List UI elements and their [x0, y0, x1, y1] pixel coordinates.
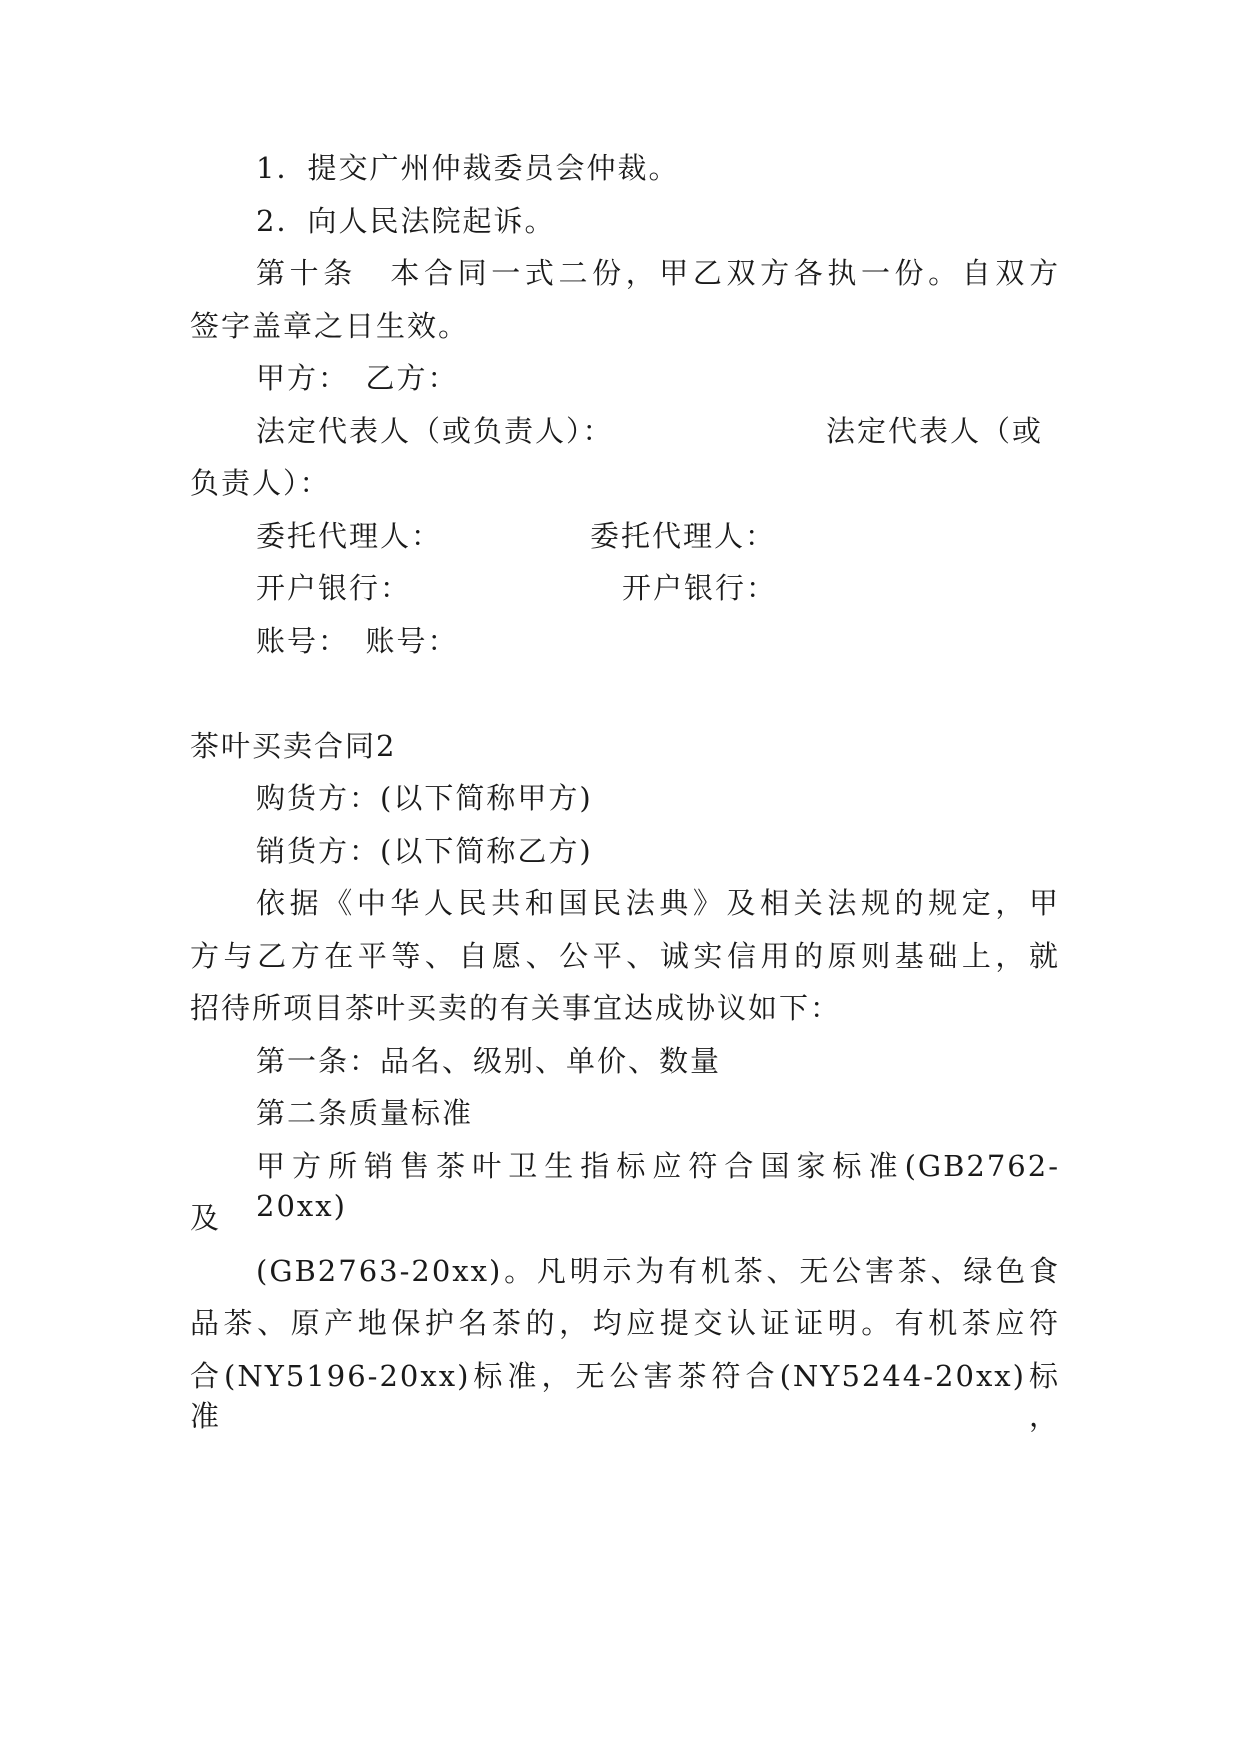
text-line: 法定代表人（或负责人）： — [256, 414, 614, 448]
text-line: 及 — [190, 1201, 222, 1235]
text-line: 第一条：品名、级别、单价、数量 — [256, 1044, 722, 1078]
text-line: 甲方： 乙方： — [256, 361, 459, 395]
text-line: 账号： 账号： — [256, 624, 459, 658]
text-line: 开户银行： — [256, 571, 412, 605]
text-line: 委托代理人： — [256, 519, 443, 553]
text-line: 购货方：(以下简称甲方) — [256, 781, 593, 815]
text-line: 招待所项目茶叶买卖的有关事宜达成协议如下： — [190, 991, 842, 1025]
text-line: 合(NY5196-20xx)标准，无公害茶符合(NY5244-20xx)标准， — [190, 1359, 1060, 1433]
text-line: 依据《中华人民共和国民法典》及相关法规的规定，甲 — [256, 886, 1060, 920]
text-line: 2．向人民法院起诉。 — [256, 204, 556, 238]
text-line: 方与乙方在平等、自愿、公平、诚实信用的原则基础上，就 — [190, 939, 1060, 973]
text-line: 甲方所销售茶叶卫生指标应符合国家标准(GB2762-20xx) — [256, 1149, 1060, 1223]
text-line: 1．提交广州仲裁委员会仲裁。 — [256, 151, 680, 185]
section-heading: 茶叶买卖合同2 — [190, 729, 397, 763]
text-line: 开户银行： — [622, 571, 778, 605]
text-line: 签字盖章之日生效。 — [190, 309, 470, 343]
text-line: 品茶、原产地保护名茶的，均应提交认证证明。有机茶应符 — [190, 1306, 1060, 1340]
text-line: 法定代表人（或 — [826, 414, 1044, 448]
text-line: (GB2763-20xx)。凡明示为有机茶、无公害茶、绿色食 — [256, 1254, 1060, 1288]
text-line: 销货方：(以下简称乙方) — [256, 834, 593, 868]
text-line: 第二条质量标准 — [256, 1096, 474, 1130]
text-line: 负责人）： — [190, 466, 331, 500]
text-line: 委托代理人： — [590, 519, 777, 553]
text-line: 第十条 本合同一式二份，甲乙双方各执一份。自双方 — [256, 256, 1060, 290]
